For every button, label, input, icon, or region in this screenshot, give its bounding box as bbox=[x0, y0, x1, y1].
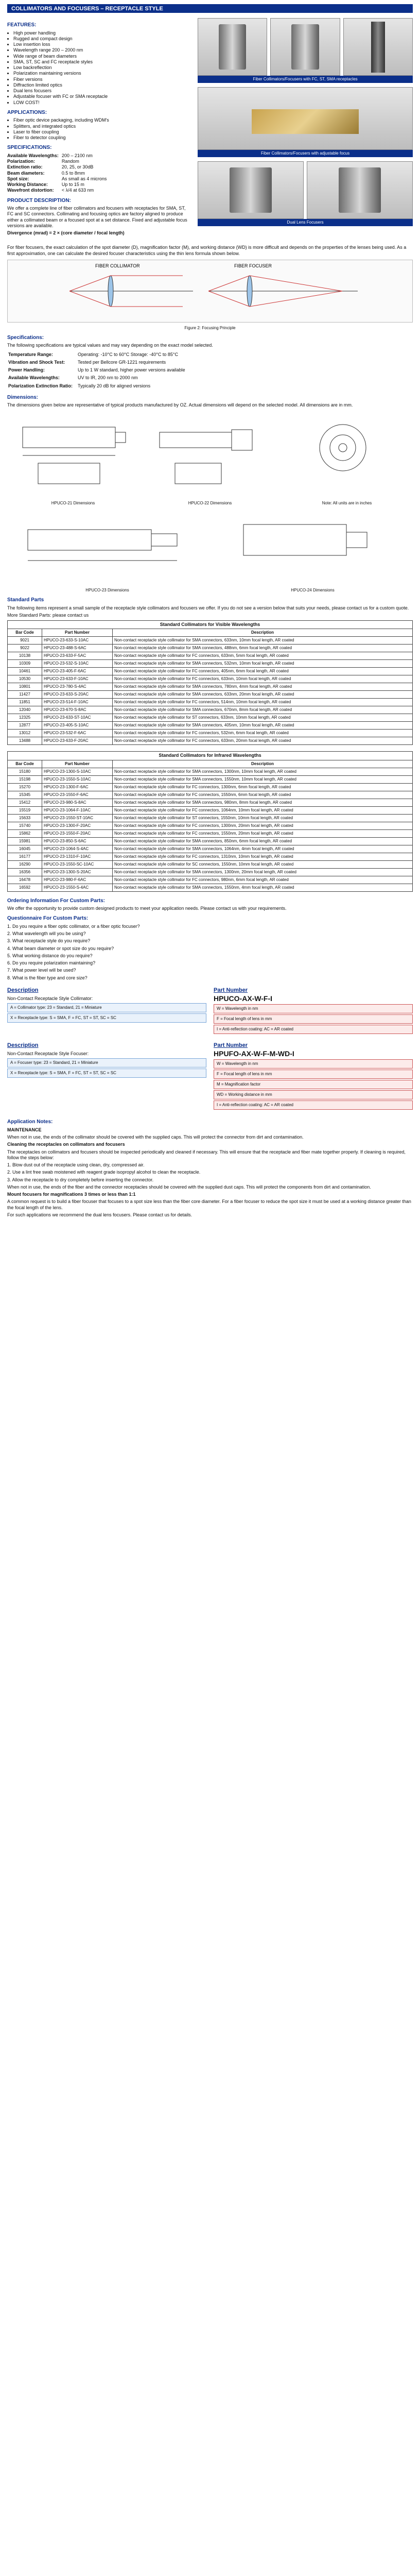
table-row bbox=[8, 814, 413, 822]
code-box: I = Anti-reflection coating: AC = AR coated bbox=[214, 1025, 413, 1034]
spec-key: Extinction ratio: bbox=[7, 164, 43, 170]
table-row bbox=[8, 722, 413, 730]
description-cell: Non-contact receptacle style collimator for SMA connectors, 405nm, 10mm focal length, AR coated bbox=[113, 722, 413, 730]
standard-parts-text: The following items represent a small sample of the receptacle style collimators and focusers we offer. If you do not see a version below that suits your needs, please contact us for a custom quote. bbox=[7, 605, 409, 611]
description-label: Description bbox=[7, 987, 39, 993]
focusing-diagram bbox=[7, 260, 413, 323]
description-cell: Non-contact receptacle style collimator for SMA connectors, 1300nm, 20mm focal length, AR coated bbox=[113, 868, 413, 876]
description-cell: Non-contact receptacle style collimator for SMA connectors, 850nm, 6mm focal length, AR coated bbox=[113, 837, 413, 845]
description-cell: Non-contact receptacle style collimator for SMA connectors, 1550nm, 4mm focal length, AR coated bbox=[113, 884, 413, 891]
description-cell: Non-contact receptacle style collimator for FC connectors, 633nm, 10mm focal length, AR coated bbox=[113, 675, 413, 683]
description-cell: Non-contact receptacle style collimator for FC connectors, 980nm, 6mm focal length, AR coated bbox=[113, 876, 413, 884]
bar-code-cell: 13012 bbox=[8, 730, 42, 737]
description-cell: Non-contact receptacle style collimator for FC connectors, 1300nm, 6mm focal length, AR coated bbox=[113, 783, 413, 791]
feature-item: • SMA, ST, SC and FC receptacle styles bbox=[13, 59, 191, 65]
spec-row bbox=[8, 359, 189, 366]
description-cell: Non-contact receptacle style collimator for FC connectors, 514nm, 10mm focal length, AR coated bbox=[113, 699, 413, 706]
description-cell: Non-contact receptacle style collimator for SMA connectors, 1300nm, 10mm focal length, AR coated bbox=[113, 768, 413, 775]
dimensions-heading: Dimensions: bbox=[7, 394, 39, 400]
code-box: M = Magnification factor bbox=[214, 1080, 413, 1089]
table-caption: Standard Collimators for Visible Wavelengths bbox=[7, 620, 413, 629]
bar-code-cell: 10309 bbox=[8, 660, 42, 668]
dimension-drawing bbox=[7, 509, 207, 593]
table-row bbox=[8, 775, 413, 783]
table-row bbox=[8, 737, 413, 745]
bar-code-cell: 15981 bbox=[8, 837, 42, 845]
table-row bbox=[8, 691, 413, 699]
questionnaire-list bbox=[7, 924, 413, 981]
description-cell: Non-contact receptacle style collimator for FC connectors, 1310nm, 10mm focal length, AR coated bbox=[113, 853, 413, 860]
part-number-cell: HPUCO-23-980-F-6AC bbox=[42, 876, 113, 884]
figure-caption: Figure 2: Focusing Principle bbox=[184, 325, 236, 330]
drawing-svg bbox=[7, 509, 203, 586]
focuser-code-boxes-left bbox=[7, 1058, 206, 1078]
part-number-cell: HPUCO-23-1550-S-10AC bbox=[42, 775, 113, 783]
code-box: X = Receptacle type: S = SMA, F = FC, ST = ST, SC = SC bbox=[7, 1013, 206, 1023]
spec-value: Up to 15 m bbox=[61, 182, 84, 187]
description-label: Description bbox=[7, 1042, 39, 1048]
collimator-part-number-section bbox=[7, 987, 413, 1035]
code-box: A = Collimator type: 23 = Standard, 21 = Miniature bbox=[7, 1003, 206, 1012]
drawing-caption: HPUCO-22 Dimensions bbox=[188, 500, 232, 505]
standard-parts-note: More Standard Parts: please contact us bbox=[7, 612, 89, 618]
focuser-part-number-section bbox=[7, 1042, 413, 1111]
spec-row bbox=[7, 188, 110, 193]
dimensions-note: Note: All units are in inches bbox=[322, 500, 372, 505]
bar-code-cell: 9022 bbox=[8, 645, 42, 652]
bar-code-cell: 10461 bbox=[8, 668, 42, 675]
part-number-cell: HPUCO-23-488-S-6AC bbox=[42, 645, 113, 652]
feature-item: • Polarization maintaining versions bbox=[13, 71, 191, 76]
bar-code-cell: 10530 bbox=[8, 675, 42, 683]
ordering-text: We offer the opportunity to provide custom designed products to meet your application needs. Please contact us with your requirements. bbox=[7, 906, 287, 911]
spec-row bbox=[8, 383, 189, 389]
table-header: Bar Code bbox=[8, 629, 42, 637]
code-box: F = Focal length of lens in mm bbox=[214, 1014, 413, 1024]
description-cell: Non-contact receptacle style collimator for ST connectors, 633nm, 10mm focal length, AR coated bbox=[113, 714, 413, 722]
focuser-part-number: HPUFO-AX-W-F-M-WD-I bbox=[214, 1049, 294, 1058]
spec-row bbox=[8, 351, 189, 358]
description-cell: Non-contact receptacle style collimator for FC connectors, 1300nm, 20mm focal length, AR coated bbox=[113, 822, 413, 829]
drawing-svg bbox=[144, 412, 273, 499]
intro-section bbox=[7, 18, 413, 238]
description-cell: Non-contact receptacle style collimator for SMA connectors, 1550nm, 10mm focal length, AR coated bbox=[113, 775, 413, 783]
spec-key: Working Distance: bbox=[7, 182, 48, 187]
dimension-drawings-row-2 bbox=[7, 509, 413, 593]
product-description-text: We offer a complete line of fiber collimators and focusers with receptacles for SMA, ST, FC and SC connectors. Collimating and focusing optics are factory aligned to produce either a collimated beam or a focused spot at a set distance. Fixed and adjustable focus versions are available. bbox=[7, 206, 187, 228]
spec-key: Power Handling: bbox=[8, 367, 45, 372]
feature-item: • Low backreflection bbox=[13, 65, 191, 71]
bar-code-cell: 15740 bbox=[8, 822, 42, 829]
spec-value: Typically 20 dB for aligned versions bbox=[78, 383, 151, 388]
feature-item: • Adjustable focuser with FC or SMA receptacle bbox=[13, 94, 191, 99]
collimator-part-number: HPUCO-AX-W-F-I bbox=[214, 994, 273, 1003]
spec-key: Wavefront distortion: bbox=[7, 188, 54, 193]
description-cell: Non-contact receptacle style collimator for FC connectors, 633nm, 5mm focal length, AR coated bbox=[113, 652, 413, 660]
product-photos-top bbox=[198, 18, 413, 76]
dimensions-text: The dimensions given below are representative of typical products manufactured by OZ. Actual dimensions will depend on the selected model. All dimensions are in mm. bbox=[7, 402, 353, 408]
table-row bbox=[8, 845, 413, 853]
bar-code-cell: 13488 bbox=[8, 737, 42, 745]
spec-value: 200 – 2100 nm bbox=[61, 152, 93, 158]
right-column bbox=[198, 18, 413, 238]
spec-key: Beam diameters: bbox=[7, 170, 45, 176]
description-cell: Non-contact receptacle style collimator for ST connectors, 1550nm, 10mm focal length, AR coated bbox=[113, 814, 413, 822]
feature-item: • Wide range of beam diameters bbox=[13, 54, 191, 59]
bar-code-cell: 16177 bbox=[8, 853, 42, 860]
bar-code-cell: 15633 bbox=[8, 814, 42, 822]
feature-item: • LOW COST! bbox=[13, 100, 191, 106]
left-column bbox=[7, 18, 191, 238]
applications-list bbox=[7, 117, 191, 141]
drawing-svg bbox=[7, 412, 136, 499]
part-number-cell: HPUCO-23-1550-F-6AC bbox=[42, 791, 113, 799]
collimator-code-boxes-right bbox=[214, 1004, 413, 1034]
product-photo bbox=[198, 18, 267, 76]
cleaning-heading: Cleaning the receptacles on collimators and focusers bbox=[7, 1142, 125, 1147]
application-item: • Fiber to detector coupling bbox=[13, 135, 191, 141]
description-cell: Non-contact receptacle style collimator for SMA connectors, 633nm, 20mm focal length, AR coated bbox=[113, 691, 413, 699]
diagram-label-collimator: FIBER COLLIMATOR bbox=[95, 263, 140, 268]
spec-row bbox=[7, 171, 110, 176]
bar-code-cell: 16592 bbox=[8, 884, 42, 891]
part-number-cell: HPUCO-23-1300-F-6AC bbox=[42, 783, 113, 791]
description-cell: Non-contact receptacle style collimator for SMA connectors, 1064nm, 4mm focal length, AR coated bbox=[113, 845, 413, 853]
drawing-caption: HPUCO-24 Dimensions bbox=[291, 588, 335, 592]
part-number-cell: HPUCO-23-1064-F-10AC bbox=[42, 806, 113, 814]
product-description-heading: PRODUCT DESCRIPTION: bbox=[7, 197, 71, 204]
bar-code-cell: 16356 bbox=[8, 868, 42, 876]
page-title: COLLIMATORS AND FOCUSERS – RECEPTACLE STYLE bbox=[7, 4, 413, 13]
question-item: 4. What beam diameter or spot size do you require? bbox=[7, 945, 114, 951]
table-header: Description bbox=[113, 760, 413, 768]
spec-key: Spot size: bbox=[7, 176, 29, 181]
feature-item: • Dual lens focusers bbox=[13, 88, 191, 94]
part-number-cell: HPUCO-23-850-S-6AC bbox=[42, 837, 113, 845]
bar-code-cell: 15198 bbox=[8, 775, 42, 783]
spec-row bbox=[7, 176, 110, 182]
feature-item: • Diffraction limited optics bbox=[13, 82, 191, 88]
dimension-drawings-row-1 bbox=[7, 412, 413, 506]
part-number-cell: HPUCO-23-633-F-5AC bbox=[42, 652, 113, 660]
cleaning-step: 1. Blow dust out of the receptacle using clean, dry, compressed air. bbox=[7, 1162, 145, 1167]
standard-parts-heading: Standard Parts bbox=[7, 597, 44, 603]
intro-paragraph: For fiber focusers, the exact calculation of the spot diameter (D), magnification factor (M), and working distance (WD) is more difficult and depends on the properties of the lenses being used. As a first approximation, one can calculate the desired focuser characteristics using the thin lens formula shown below. bbox=[7, 245, 407, 256]
photo-caption: Dual Lens Focusers bbox=[198, 219, 413, 226]
part-number-cell: HPUCO-23-670-S-8AC bbox=[42, 706, 113, 714]
diagram-label-focuser: FIBER FOCUSER bbox=[234, 263, 272, 268]
spec-value: 20, 25, or 30dB bbox=[61, 164, 94, 170]
spec-row bbox=[8, 367, 189, 374]
cleaning-step: 3. Allow the receptacle to dry completely before inserting the connector. bbox=[7, 1177, 154, 1182]
table-header: Part Number bbox=[42, 760, 113, 768]
code-box: W = Wavelength in nm bbox=[214, 1059, 413, 1069]
code-box: WD = Working distance in mm bbox=[214, 1090, 413, 1099]
table-row bbox=[8, 860, 413, 868]
dust-cap-text: When not in use, the ends of the fiber and the connector receptacles should be covered with the supplied dust caps. This will protect the components from dirt and contamination. bbox=[7, 1184, 371, 1190]
description-cell: Non-contact receptacle style collimator for FC connectors, 532nm, 6mm focal length, AR coated bbox=[113, 730, 413, 737]
spec-row bbox=[8, 375, 189, 381]
feature-item: • High power handling bbox=[13, 30, 191, 36]
focuser-code-boxes-right bbox=[214, 1059, 413, 1110]
spec-key: Available Wavelengths: bbox=[7, 152, 59, 158]
table-row bbox=[8, 714, 413, 722]
table-caption: Standard Collimators for Infrared Wavelengths bbox=[7, 751, 413, 759]
bar-code-cell: 11851 bbox=[8, 699, 42, 706]
code-box: A = Focuser type: 23 = Standard, 21 = Miniature bbox=[7, 1058, 206, 1067]
bar-code-cell: 12877 bbox=[8, 722, 42, 730]
code-box: W = Wavelength in nm bbox=[214, 1004, 413, 1013]
drawing-caption: HPUCO-23 Dimensions bbox=[85, 588, 129, 592]
application-item: • Laser to fiber coupling bbox=[13, 129, 191, 135]
bar-code-cell: 12325 bbox=[8, 714, 42, 722]
table-row bbox=[8, 791, 413, 799]
part-number-cell: HPUCO-23-405-F-6AC bbox=[42, 668, 113, 675]
part-number-cell: HPUCO-23-1550-S-4AC bbox=[42, 884, 113, 891]
table-row bbox=[8, 637, 413, 645]
bar-code-cell: 15412 bbox=[8, 799, 42, 806]
bar-code-cell: 16045 bbox=[8, 845, 42, 853]
table-row bbox=[8, 768, 413, 775]
feature-item: • Rugged and compact design bbox=[13, 36, 191, 42]
table-row bbox=[8, 783, 413, 791]
code-box: F = Focal length of lens in mm bbox=[214, 1070, 413, 1079]
application-notes-heading: Application Notes: bbox=[7, 1119, 53, 1125]
questionnaire-heading: Questionnaire For Custom Parts: bbox=[7, 916, 89, 922]
features-heading: FEATURES: bbox=[7, 22, 37, 28]
spec-key: Available Wavelengths: bbox=[8, 375, 60, 381]
spec-row bbox=[7, 164, 110, 170]
cleaning-steps bbox=[7, 1162, 413, 1183]
specifications-table bbox=[7, 153, 110, 194]
drawing-caption: HPUCO-21 Dimensions bbox=[51, 500, 95, 505]
drawing-svg bbox=[281, 412, 410, 499]
part-number-cell: HPUCO-23-405-S-10AC bbox=[42, 722, 113, 730]
focuser-description: Non-Contact Receptacle Style Focuser: bbox=[7, 1050, 89, 1056]
part-number-cell: HPUCO-23-1300-S-20AC bbox=[42, 868, 113, 876]
table-header: Part Number bbox=[42, 629, 113, 637]
product-photo bbox=[307, 161, 413, 219]
specs2-table bbox=[7, 350, 190, 391]
question-item: 3. What receptacle style do you require? bbox=[7, 938, 91, 944]
bar-code-cell: 15345 bbox=[8, 791, 42, 799]
description-cell: Non-contact receptacle style collimator for FC connectors, 1550nm, 20mm focal length, AR coated bbox=[113, 829, 413, 837]
table-row bbox=[8, 884, 413, 891]
table-header: Description bbox=[113, 629, 413, 637]
code-box: X = Receptacle type: S = SMA, F = FC, ST = ST, SC = SC bbox=[7, 1069, 206, 1078]
description-cell: Non-contact receptacle style collimator for FC connectors, 405nm, 6mm focal length, AR coated bbox=[113, 668, 413, 675]
bar-code-cell: 9021 bbox=[8, 637, 42, 645]
table-row bbox=[8, 668, 413, 675]
specifications-heading: SPECIFICATIONS: bbox=[7, 145, 52, 151]
dimension-drawing bbox=[7, 412, 139, 506]
question-item: 8. What is the fiber type and core size? bbox=[7, 975, 87, 980]
table-row bbox=[8, 706, 413, 714]
table-row bbox=[8, 829, 413, 837]
table-row bbox=[8, 806, 413, 814]
application-item: • Splitters, and integrated optics bbox=[13, 124, 191, 129]
photo-caption: Fiber Collimators/Focusers with adjustable focus bbox=[198, 150, 413, 157]
bar-code-cell: 12040 bbox=[8, 706, 42, 714]
table-row bbox=[8, 730, 413, 737]
dimension-drawing bbox=[213, 509, 413, 593]
feature-item: • Wavelength range 200 – 2000 nm bbox=[13, 47, 191, 53]
bar-code-cell: 16290 bbox=[8, 860, 42, 868]
drawing-svg bbox=[213, 509, 408, 586]
bar-code-cell: 10138 bbox=[8, 652, 42, 660]
part-number-cell: HPUCO-23-633-F-20AC bbox=[42, 737, 113, 745]
spec-value: Random bbox=[61, 159, 79, 164]
table-ir-collimators bbox=[7, 751, 413, 891]
table-row bbox=[8, 675, 413, 683]
part-number-cell: HPUCO-23-633-F-10AC bbox=[42, 675, 113, 683]
table-row bbox=[8, 645, 413, 652]
question-item: 5. What working distance do you require? bbox=[7, 953, 93, 958]
spec-key: Polarization Extinction Ratio: bbox=[8, 383, 73, 388]
description-cell: Non-contact receptacle style collimator for SMA connectors, 780nm, 4mm focal length, AR coated bbox=[113, 683, 413, 691]
spec-key: Vibration and Shock Test: bbox=[8, 359, 65, 365]
spec-row bbox=[7, 153, 110, 159]
spec-value: Up to 1 W standard, higher power versions available bbox=[78, 367, 185, 372]
ordering-heading: Ordering Information For Custom Parts: bbox=[7, 897, 106, 904]
maintenance-heading: MAINTENANCE bbox=[7, 1127, 42, 1132]
spec-key: Polarization: bbox=[7, 159, 36, 164]
description-cell: Non-contact receptacle style collimator for FC connectors, 1550nm, 6mm focal length, AR coated bbox=[113, 791, 413, 799]
part-number-cell: HPUCO-23-633-S-20AC bbox=[42, 691, 113, 699]
part-number-cell: HPUCO-23-532-S-10AC bbox=[42, 660, 113, 668]
description-cell: Non-contact receptacle style collimator for SMA connectors, 633nm, 10mm focal length, AR coated bbox=[113, 637, 413, 645]
table-visible-collimators bbox=[7, 620, 413, 745]
spec-value: Operating: -10°C to 60°C Storage: -40°C to 85°C bbox=[78, 351, 179, 357]
specs2-note: The following specifications are typical values and may vary depending on the exact model selected. bbox=[7, 343, 213, 348]
description-cell: Non-contact receptacle style collimator for SMA connectors, 980nm, 8mm focal length, AR coated bbox=[113, 799, 413, 806]
table-row bbox=[8, 683, 413, 691]
table-row bbox=[8, 868, 413, 876]
bar-code-cell: 15862 bbox=[8, 829, 42, 837]
description-cell: Non-contact receptacle style collimator for SC connectors, 1550nm, 10mm focal length, AR coated bbox=[113, 860, 413, 868]
divergence-formula: Divergence (mrad) = 2 × (core diameter / focal length) bbox=[7, 230, 125, 235]
mount-focusers-text: A common request is to build a fiber focuser that focuses to a spot size less than the fiber core diameter. For a fiber focuser to reduce the spot size it must be used at a working distance greater than the focal length of the lens. bbox=[7, 1199, 411, 1210]
part-number-cell: HPUCO-23-633-ST-10AC bbox=[42, 714, 113, 722]
part-number-label: Part Number bbox=[214, 1042, 248, 1048]
feature-item: • Low insertion loss bbox=[13, 42, 191, 47]
features-list bbox=[7, 30, 191, 106]
table-row bbox=[8, 876, 413, 884]
dimension-drawing bbox=[144, 412, 276, 506]
spec-value: As small as 4 microns bbox=[61, 176, 107, 181]
question-item: 6. Do you require polarization maintaining? bbox=[7, 960, 96, 965]
spec-value: Tested per Bellcore GR-1221 requirements bbox=[78, 359, 166, 365]
spec-row bbox=[7, 182, 110, 188]
part-number-cell: HPUCO-23-1550-SC-10AC bbox=[42, 860, 113, 868]
table-row bbox=[8, 822, 413, 829]
part-number-cell: HPUCO-23-633-S-10AC bbox=[42, 637, 113, 645]
part-number-cell: HPUCO-23-1550-ST-10AC bbox=[42, 814, 113, 822]
bar-code-cell: 16478 bbox=[8, 876, 42, 884]
table-header: Bar Code bbox=[8, 760, 42, 768]
table-row bbox=[8, 853, 413, 860]
product-photo bbox=[270, 18, 340, 76]
product-photo bbox=[343, 18, 413, 76]
spec-key: Temperature Range: bbox=[8, 351, 53, 357]
feature-item: • Fiber versions bbox=[13, 77, 191, 82]
cleaning-step: 2. Use a lint free swab moistened with reagent grade isopropyl alcohol to clean the receptacle. bbox=[7, 1170, 201, 1175]
dual-lens-text: For such applications we recommend the dual lens focusers. Please contact us for details. bbox=[7, 1212, 192, 1217]
focusing-diagram-svg bbox=[8, 260, 413, 321]
question-item: 2. What wavelength will you be using? bbox=[7, 931, 86, 936]
part-number-cell: HPUCO-23-1300-F-20AC bbox=[42, 822, 113, 829]
bar-code-cell: 15270 bbox=[8, 783, 42, 791]
table-row bbox=[8, 660, 413, 668]
part-number-cell: HPUCO-23-780-S-4AC bbox=[42, 683, 113, 691]
part-number-label: Part Number bbox=[214, 987, 248, 993]
part-number-cell: HPUCO-23-1310-F-10AC bbox=[42, 853, 113, 860]
description-cell: Non-contact receptacle style collimator for SMA connectors, 488nm, 6mm focal length, AR coated bbox=[113, 645, 413, 652]
spec-value: < λ/4 at 633 nm bbox=[61, 188, 94, 193]
part-number-cell: HPUCO-23-532-F-6AC bbox=[42, 730, 113, 737]
bar-code-cell: 15519 bbox=[8, 806, 42, 814]
product-photo bbox=[198, 87, 413, 150]
part-number-cell: HPUCO-23-1550-F-20AC bbox=[42, 829, 113, 837]
bar-code-cell: 11427 bbox=[8, 691, 42, 699]
question-item: 1. Do you require a fiber optic collimator, or a fiber optic focuser? bbox=[7, 923, 140, 929]
table-row bbox=[8, 652, 413, 660]
description-cell: Non-contact receptacle style collimator for SMA connectors, 532nm, 10mm focal length, AR coated bbox=[113, 660, 413, 668]
photo-caption: Fiber Collimators/Focusers with FC, ST, SMA receptacles bbox=[198, 76, 413, 83]
application-item: • Fiber optic device packaging, including WDM's bbox=[13, 117, 191, 123]
product-photo bbox=[198, 161, 304, 219]
part-number-cell: HPUCO-23-1064-S-4AC bbox=[42, 845, 113, 853]
maintenance-text: When not in use, the ends of the collimator should be covered with the supplied caps. This will protect the connector from dirt and contamination. bbox=[7, 1134, 304, 1140]
applications-heading: APPLICATIONS: bbox=[7, 109, 47, 115]
spec-value: UV to IR, 200 nm to 2000 nm bbox=[78, 375, 138, 381]
question-item: 7. What power level will be used? bbox=[7, 968, 76, 973]
bar-code-cell: 15180 bbox=[8, 768, 42, 775]
description-cell: Non-contact receptacle style collimator for FC connectors, 633nm, 20mm focal length, AR coated bbox=[113, 737, 413, 745]
description-cell: Non-contact receptacle style collimator for SMA connectors, 670nm, 8mm focal length, AR coated bbox=[113, 706, 413, 714]
description-cell: Non-contact receptacle style collimator for FC connectors, 1064nm, 10mm focal length, AR coated bbox=[113, 806, 413, 814]
table-row bbox=[8, 799, 413, 806]
spec-value: 0.5 to 8mm bbox=[61, 170, 85, 176]
code-box: I = Anti-reflection coating: AC = AR coated bbox=[214, 1100, 413, 1110]
collimator-code-boxes-left bbox=[7, 1003, 206, 1023]
part-number-cell: HPUCO-23-980-S-8AC bbox=[42, 799, 113, 806]
part-number-cell: HPUCO-23-514-F-10AC bbox=[42, 699, 113, 706]
part-number-cell: HPUCO-23-1300-S-10AC bbox=[42, 768, 113, 775]
bar-code-cell: 10801 bbox=[8, 683, 42, 691]
collimator-description: Non-Contact Receptacle Style Collimator: bbox=[7, 995, 93, 1001]
mount-focusers-heading: Mount focusers for magnifications 3 times or less than 1:1 bbox=[7, 1192, 136, 1197]
specs2-heading: Specifications: bbox=[7, 334, 44, 341]
spec-row bbox=[7, 159, 110, 164]
table-row bbox=[8, 699, 413, 706]
dimension-drawing bbox=[281, 412, 413, 506]
table-row bbox=[8, 837, 413, 845]
cleaning-text: The receptacles on collimators and focusers should be inspected periodically and cleaned if necessary. This will ensure that the receptacle and fiber mate together properly. If cleaning is required, follow the steps below: bbox=[7, 1149, 406, 1160]
